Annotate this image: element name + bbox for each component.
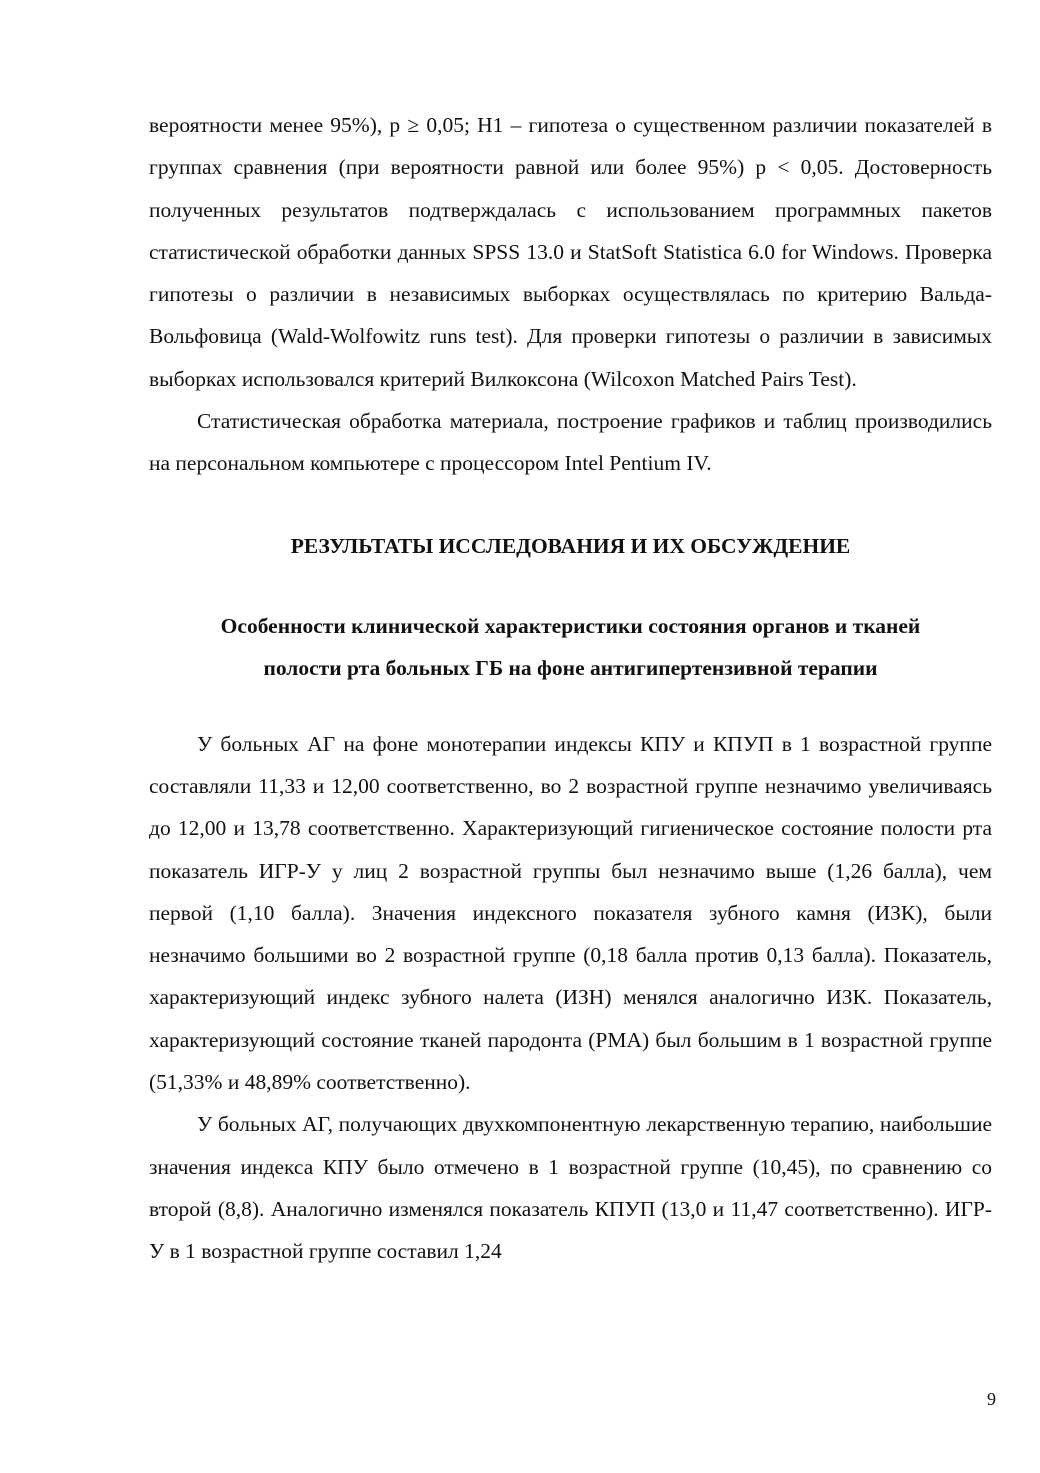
subsection-title bbox=[149, 597, 992, 723]
statistical-processing-paragraph: Статистическая обработка материала, построение графиков и таблиц производились на персональном компьютере с процессором Intel Pentium IV. bbox=[149, 409, 992, 476]
page-number: 9 bbox=[987, 1389, 996, 1409]
page-content bbox=[149, 104, 992, 1273]
monotherapy-results-paragraph: У больных АГ на фоне монотерапии индексы КПУ и КПУП в 1 возрастной группе составляли 11,33 и 12,00 соответственно, во 2 возрастной группе незначимо увеличиваясь до 12,00 и 13,78 соответственно. Характеризующий гигиеническое состояние полости рта показатель ИГР-У у лиц 2 возрастной группы был незначимо выше (1,26 балла), чем первой (1,10 балла). Значения индексного показателя зубного камня (ИЗК), были незначимо большими во 2 возрастной группе (0,18 балла против 0,13 балла). Показатель, характеризующий индекс зубного налета (ИЗН) менялся аналогично ИЗК. Показатель, характеризующий состояние тканей пародонта (РМА) был большим в 1 возрастной группе (51,33% и 48,89% соответственно). bbox=[149, 731, 992, 1095]
subsection-title-line-1: Особенности клинической характеристики состояния органов и тканей bbox=[220, 613, 921, 638]
two-component-therapy-paragraph: У больных АГ, получающих двухкомпонентную лекарственную терапию, наибольшие значения индекса КПУ было отмечено в 1 возрастной группе (10,45), по сравнению со второй (8,8). Аналогично изменялся показатель КПУП (13,0 и 11,47 соответственно). ИГР-У в 1 возрастной группе составил 1,24 bbox=[149, 1112, 992, 1264]
section-title: РЕЗУЛЬТАТЫ ИССЛЕДОВАНИЯ И ИХ ОБСУЖДЕНИЕ bbox=[290, 533, 851, 558]
subsection-title-line-2: полости рта больных ГБ на фоне антигипертензивной терапии bbox=[263, 655, 878, 680]
methods-continuation-paragraph: вероятности менее 95%), p ≥ 0,05; H1 – гипотеза о существенном различии показателей в группах сравнения (при вероятности равной или более 95%) p < 0,05. Достоверность полученных результатов подтверждалась с использованием программных пакетов статистической обработки данных SPSS 13.0 и StatSoft Statistica 6.0 for Windows. Проверка гипотезы о различии в независимых выборках осуществлялась по критерию Вальда-Вольфовица (Wald-Wolfowitz runs test). Для проверки гипотезы о различии в зависимых выборках использовался критерий Вилкоксона (Wilcoxon Matched Pairs Test). bbox=[149, 113, 992, 391]
